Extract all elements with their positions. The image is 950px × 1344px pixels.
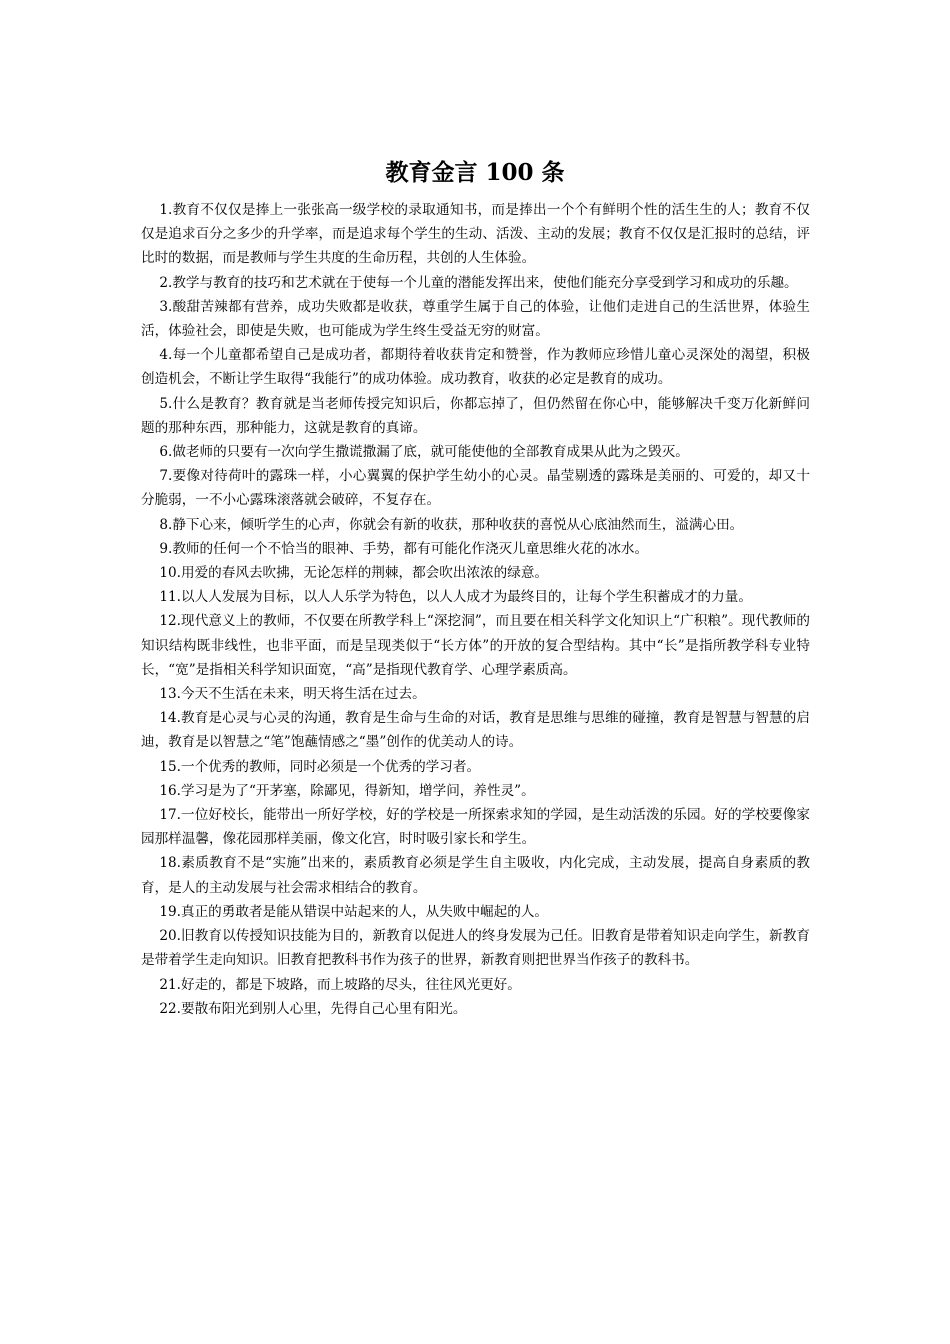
document-body xyxy=(141,198,810,1021)
paragraph-1: 1.教育不仅仅是捧上一张张高一级学校的录取通知书，而是捧出一个个有鲜明个性的活生生的人；教育不仅仅是追求百分之多少的升学率，而是追求每个学生的生动、活泼、主动的发展；教育不仅仅是汇报时的总结，评比时的数据，而是教师与学生共度的生命历程，共创的人生体验。 xyxy=(141,202,810,267)
paragraph-16: 16.学习是为了“开茅塞，除鄙见，得新知，增学问，养性灵”。 xyxy=(159,782,535,799)
paragraph-14: 14.教育是心灵与心灵的沟通，教育是生命与生命的对话，教育是思维与思维的碰撞，教育是智慧与智慧的启迪，教育是以智慧之“笔”饱蘸情感之“墨”创作的优美动人的诗。 xyxy=(141,710,810,751)
paragraph-4: 4.每一个儿童都希望自己是成功者，都期待着收获肯定和赞誉，作为教师应珍惜儿童心灵深处的渴望，积极创造机会，不断让学生取得“我能行”的成功体验。成功教育，收获的必定是教育的成功。 xyxy=(141,347,810,388)
paragraph-13: 13.今天不生活在未来，明天将生活在过去。 xyxy=(159,686,426,703)
paragraph-7: 7.要像对待荷叶的露珠一样，小心翼翼的保护学生幼小的心灵。晶莹剔透的露珠是美丽的、可爱的，却又十分脆弱，一不小心露珠滚落就会破碎，不复存在。 xyxy=(141,468,810,509)
paragraph-17: 17.一位好校长，能带出一所好学校，好的学校是一所探索求知的学园，是生动活泼的乐园。好的学校要像家园那样温馨，像花园那样美丽，像文化宫，时时吸引家长和学生。 xyxy=(141,807,810,848)
paragraph-15: 15.一个优秀的教师，同时必须是一个优秀的学习者。 xyxy=(159,758,481,775)
paragraph-9: 9.教师的任何一个不恰当的眼神、手势，都有可能化作浇灭儿童思维火花的冰水。 xyxy=(159,540,649,557)
paragraph-8: 8.静下心来，倾听学生的心声，你就会有新的收获，那种收获的喜悦从心底油然而生，溢满心田。 xyxy=(159,516,744,533)
paragraph-18: 18.素质教育不是“实施”出来的，素质教育必须是学生自主吸收，内化完成，主动发展，提高自身素质的教育，是人的主动发展与社会需求相结合的教育。 xyxy=(141,855,810,896)
paragraph-10: 10.用爱的春风去吹拂，无论怎样的荆棘，都会吹出浓浓的绿意。 xyxy=(159,565,549,582)
paragraph-6: 6.做老师的只要有一次向学生撒谎撒漏了底，就可能使他的全部教育成果从此为之毁灭。 xyxy=(159,444,689,461)
paragraph-12: 12.现代意义上的教师，不仅要在所教学科上“深挖洞”，而且要在相关科学文化知识上“广积粮”。现代教师的知识结构既非线性，也非平面，而是呈现类似于“长方体”的开放的复合型结构。其中“长”是指所教学科专业特长，“宽”是指相关科学知识面宽，“高”是指现代教育学、心理学素质高。 xyxy=(141,613,810,678)
paragraph-3: 3.酸甜苦辣都有营养，成功失败都是收获，尊重学生属于自己的体验，让他们走进自己的生活世界，体验生活，体验社会，即使是失败，也可能成为学生终生受益无穷的财富。 xyxy=(141,298,810,340)
paragraph-21: 21.好走的，都是下坡路，而上坡路的尽头，往往风光更好。 xyxy=(159,976,521,993)
paragraph-19: 19.真正的勇敢者是能从错误中站起来的人，从失败中崛起的人。 xyxy=(159,903,549,920)
paragraph-5: 5.什么是教育？教育就是当老师传授完知识后，你都忘掉了，但仍然留在你心中，能够解决千变万化新鲜问题的那种东西，那种能力，这就是教育的真谛。 xyxy=(141,395,810,436)
paragraph-2: 2.教学与教育的技巧和艺术就在于使每一个儿童的潜能发挥出来，使他们能充分享受到学习和成功的乐趣。 xyxy=(159,274,798,291)
paragraph-20: 20.旧教育以传授知识技能为目的，新教育以促进人的终身发展为己任。旧教育是带着知识走向学生，新教育是带着学生走向知识。旧教育把教科书作为孩子的世界，新教育则把世界当作孩子的教科书。 xyxy=(141,928,810,969)
paragraph-22: 22.要散布阳光到别人心里，先得自己心里有阳光。 xyxy=(159,1000,467,1017)
paragraph-11: 11.以人人发展为目标，以人人乐学为特色，以人人成才为最终目的，让每个学生积蓄成才的力量。 xyxy=(159,589,752,606)
document-title: 教育金言 100 条 xyxy=(385,159,565,186)
